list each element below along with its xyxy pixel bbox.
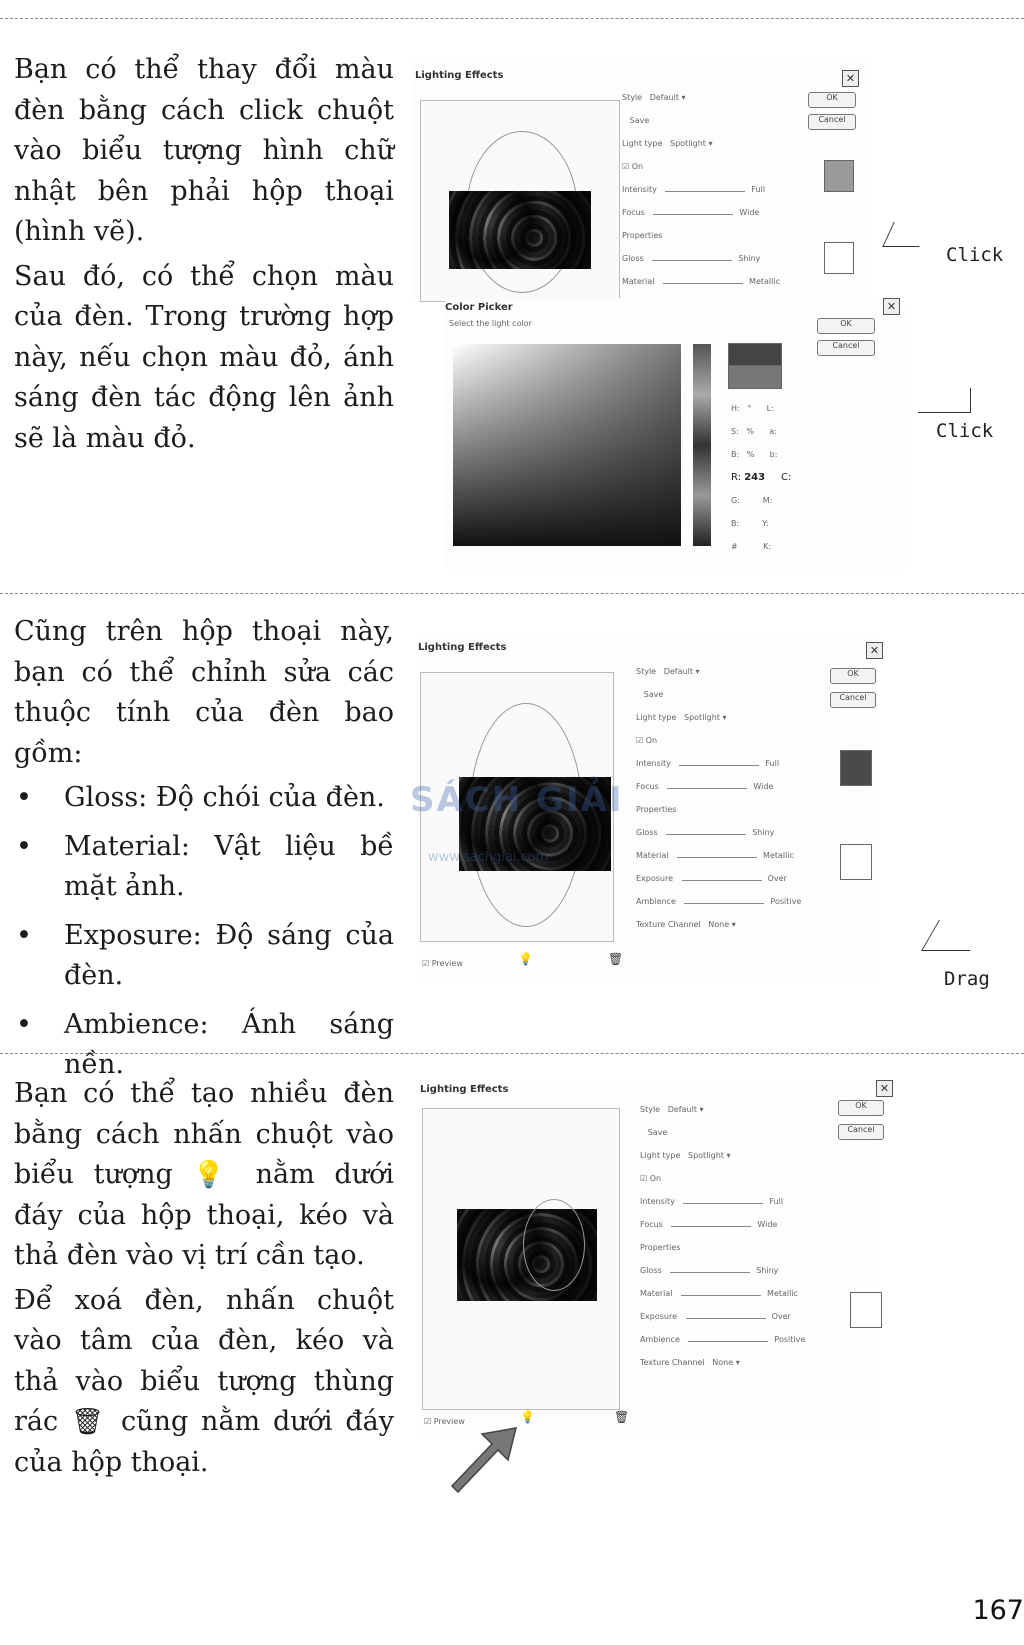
- ambience-color-swatch[interactable]: [850, 1292, 882, 1328]
- paragraph-text: cũng nằm dưới đáy của hộp thoại.: [14, 1406, 394, 1478]
- dialog-title: Lighting Effects: [415, 70, 504, 81]
- light-ellipse: [523, 1199, 585, 1291]
- paragraph: Bạn có thể thay đổi màu đèn bằng cách click chuột vào biểu tượng hình chữ nhật bên phải hộp thoại (hình vẽ).: [14, 54, 394, 247]
- picker-ok-button[interactable]: OK: [817, 318, 875, 334]
- click-annotation-2: Click: [936, 420, 994, 442]
- light-bulb-icon[interactable]: 💡: [520, 1410, 535, 1424]
- dialog-title: Lighting Effects: [418, 642, 507, 653]
- page-number: 167: [972, 1595, 1024, 1626]
- drag-annotation: Drag: [944, 968, 990, 990]
- light-color-swatch[interactable]: [824, 160, 854, 192]
- cancel-button[interactable]: Cancel: [808, 114, 856, 130]
- new-color-swatch: [728, 343, 782, 367]
- paragraph: [14, 1074, 394, 1277]
- color-picker-dialog: [445, 298, 905, 570]
- paragraph: [14, 1281, 394, 1484]
- lighting-effects-dialog: [412, 62, 872, 302]
- paragraph-text: Để xoá đèn, nhấn chuột vào tâm của đèn, kéo và thả vào biểu tượng thùng rác: [14, 1284, 394, 1437]
- watermark: SÁCH GIẢI: [410, 780, 624, 820]
- section-1-text: [14, 50, 394, 463]
- cursor-pointer-icon: [921, 920, 988, 951]
- cursor-pointer-icon: [882, 222, 931, 247]
- arrow-pointer-icon: [446, 1420, 526, 1500]
- ok-button[interactable]: OK: [808, 92, 856, 108]
- paragraph: Cũng trên hộp thoại này, bạn có thể chỉnh sửa các thuộc tính của đèn bao gồm:: [14, 616, 394, 769]
- lighting-effects-dialog: [418, 1080, 890, 1435]
- cancel-button[interactable]: Cancel: [830, 692, 876, 708]
- click-annotation-1: Click: [946, 244, 1004, 266]
- preview-area: [420, 100, 620, 302]
- cursor-pointer-icon: [918, 388, 971, 413]
- cancel-button[interactable]: Cancel: [838, 1124, 884, 1140]
- section-multiple-lights: [0, 1060, 1024, 1590]
- red-value: 243: [744, 472, 766, 483]
- trash-icon[interactable]: 🗑: [608, 952, 624, 966]
- picker-title: Color Picker: [445, 302, 513, 313]
- watermark-url: www.sachgiai.com: [428, 850, 549, 865]
- color-values-panel: H: ° L: S: % a: B: % b: R: 243 C: G: M: B: Y: # K:: [731, 404, 792, 551]
- close-icon[interactable]: ✕: [866, 642, 883, 659]
- preview-image: [449, 191, 591, 269]
- hue-slider[interactable]: [693, 344, 711, 546]
- list-item: • Ambience: Ánh sáng nền.: [14, 1005, 394, 1086]
- picker-cancel-button[interactable]: Cancel: [817, 340, 875, 356]
- light-bulb-icon: 💡: [192, 1160, 236, 1190]
- paragraph-text: Bạn có thể tạo nhiều đèn bằng cách nhấn chuột vào biểu tượng: [14, 1078, 394, 1190]
- color-field[interactable]: [453, 344, 681, 546]
- dialog-title: Lighting Effects: [420, 1084, 509, 1095]
- paragraph: Sau đó, có thể chọn màu của đèn. Trong trường hợp này, nếu chọn màu đỏ, ánh sáng đèn tác động lên ảnh sẽ là màu đỏ.: [14, 260, 394, 454]
- preview-area: [422, 1108, 620, 1410]
- ambience-color-swatch[interactable]: [824, 242, 854, 274]
- close-icon[interactable]: ✕: [876, 1080, 893, 1097]
- paragraph-text: nằm dưới đáy của hộp thoại, kéo và thả đèn vào vị trí cần tạo.: [14, 1159, 394, 1271]
- preview-checkbox[interactable]: ☑ Preview: [424, 1417, 465, 1426]
- light-color-swatch[interactable]: [840, 750, 872, 786]
- ambience-color-swatch[interactable]: [840, 844, 872, 880]
- trash-icon: 🗑: [70, 1407, 109, 1437]
- section-light-properties: [0, 600, 1024, 1080]
- ok-button[interactable]: OK: [838, 1100, 884, 1116]
- close-icon[interactable]: ✕: [842, 70, 859, 87]
- section-3-text: [14, 1074, 394, 1487]
- preview-checkbox[interactable]: ☑ Preview: [422, 959, 463, 968]
- list-item: • Gloss: Độ chói của đèn.: [14, 778, 394, 819]
- light-bulb-icon[interactable]: 💡: [518, 952, 533, 966]
- ok-button[interactable]: OK: [830, 668, 876, 684]
- light-properties-panel: Style Default ▾ Save Light type Spotlight ▾ ☑ On Intensity Full Focus Wide Properties Gloss Shiny Material Metallic Exposure Over Ambience Positive Texture Channel None ▾: [640, 1105, 806, 1367]
- list-item: • Material: Vật liệu bề mặt ảnh.: [14, 827, 394, 908]
- close-icon[interactable]: ✕: [883, 298, 900, 315]
- trash-icon[interactable]: 🗑: [614, 1410, 630, 1424]
- section-divider-1: [0, 593, 1024, 594]
- current-color-swatch: [728, 365, 782, 389]
- light-properties-panel: Style Default ▾ Save Light type Spotlight ▾ ☑ On Intensity Full Focus Wide Properties Gloss Shiny Material Metallic Exposure Over Ambience Positive Texture Channel None ▾: [636, 667, 802, 929]
- light-properties-panel: Style Default ▾ Save Light type Spotlight ▾ ☑ On Intensity Full Focus Wide Properties Gloss Shiny Material Metallic: [622, 93, 780, 286]
- section-2-text: [14, 612, 394, 1094]
- list-item: • Exposure: Độ sáng của đèn.: [14, 916, 394, 997]
- property-list: [14, 778, 394, 1086]
- section-change-light-color: [0, 0, 1024, 590]
- picker-subtitle: Select the light color: [449, 319, 532, 328]
